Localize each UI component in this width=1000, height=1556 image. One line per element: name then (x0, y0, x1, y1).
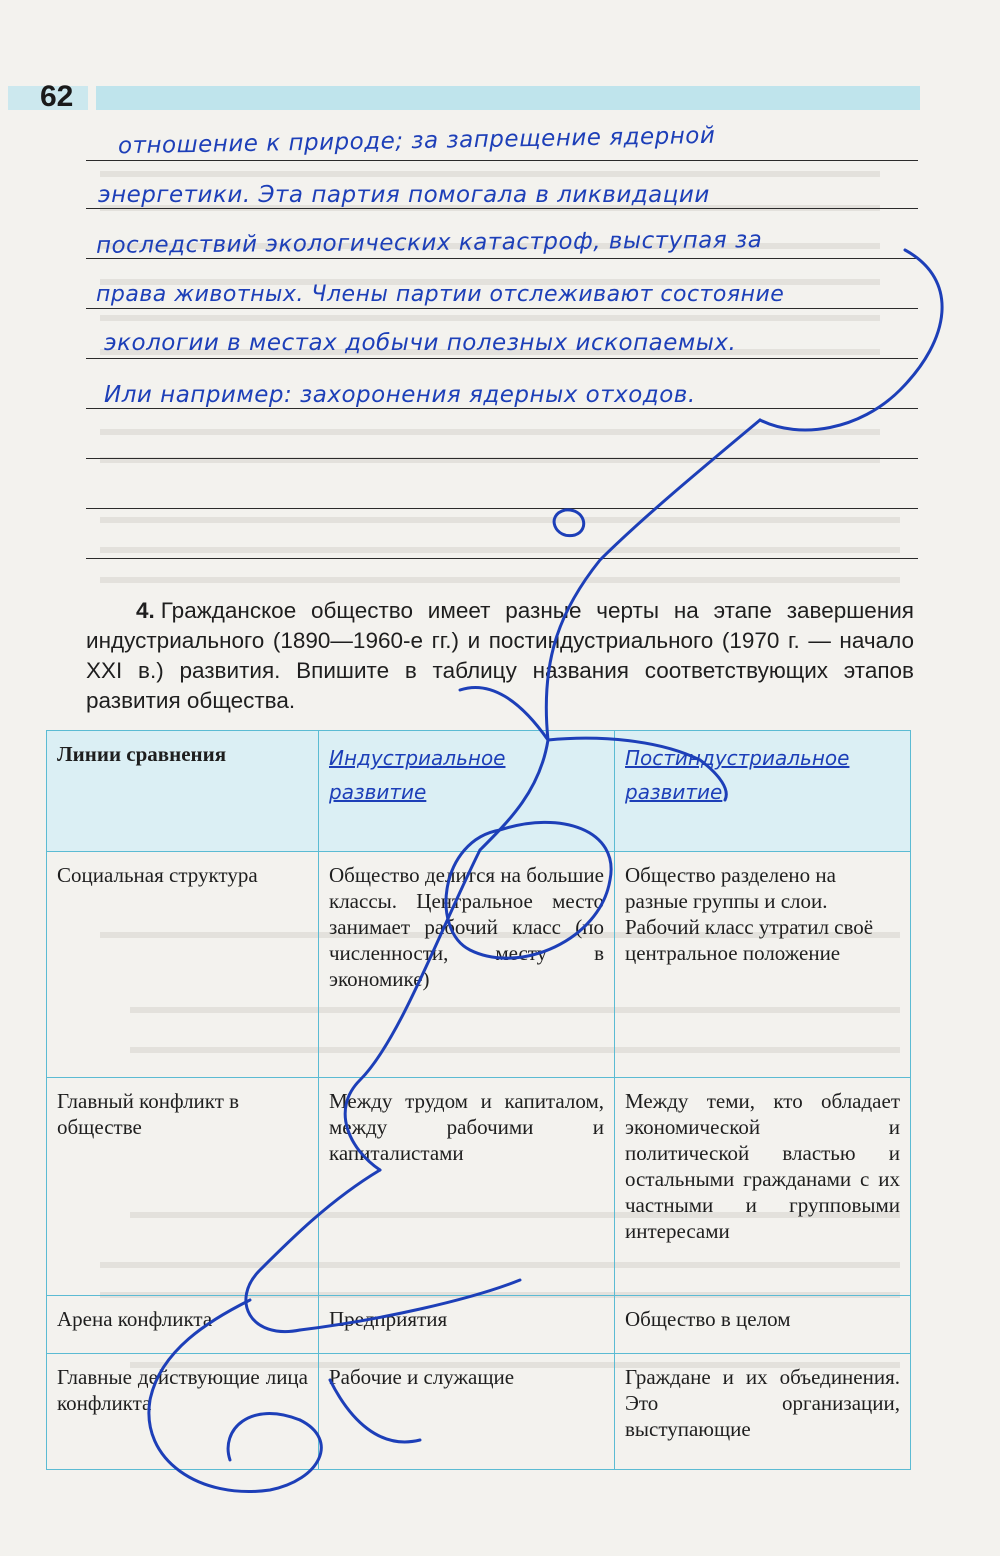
writing-line (86, 558, 918, 559)
writing-line (86, 408, 918, 409)
page-header-band (8, 86, 920, 110)
page-header-rule (96, 86, 920, 110)
page-number: 62 (40, 80, 74, 113)
task-number: 4. (136, 598, 155, 623)
row-label: Арена конфликта (47, 1296, 319, 1354)
cell-postindustrial: Между теми, кто обладает экономической и политической властью и остальными гражданами с их частными и групповыми интересами (615, 1078, 911, 1296)
table-row (47, 852, 911, 1078)
scribble-stroke (554, 510, 584, 536)
handwritten-header: Индустриальное развитие (329, 746, 506, 804)
writing-line (86, 508, 918, 509)
writing-line (86, 358, 918, 359)
row-label: Главные действующие лица конфликта (47, 1354, 319, 1470)
header-postindustrial (615, 731, 911, 852)
cell-postindustrial: Общество разделено на разные группы и слои. Рабочий класс утратил своё центральное положение (615, 852, 911, 1078)
table-row (47, 1296, 911, 1354)
handwritten-line: Или например: захоронения ядерных отходов. (104, 382, 696, 408)
writing-line (86, 160, 918, 161)
cell-industrial: Общество делится на большие классы. Центральное место занимает рабочий класс (по численности, месту в экономике) (319, 852, 615, 1078)
writing-line (86, 458, 918, 459)
scribble-stroke (760, 250, 942, 430)
task-4-text (86, 596, 914, 716)
row-label: Главный конфликт в обществе (47, 1078, 319, 1296)
row-label: Социальная структура (47, 852, 319, 1078)
handwritten-line: энергетики. Эта партия помогала в ликвидации (98, 182, 710, 208)
cell-industrial: Предприятия (319, 1296, 615, 1354)
writing-line (86, 258, 918, 259)
cell-industrial: Между трудом и капиталом, между рабочими и капиталистами (319, 1078, 615, 1296)
cell-postindustrial: Общество в целом (615, 1296, 911, 1354)
handwritten-line: отношение к природе; за запрещение ядерной (117, 122, 716, 160)
handwritten-line: экологии в местах добычи полезных ископаемых. (104, 330, 737, 356)
comparison-table (46, 730, 911, 1470)
cell-postindustrial: Граждане и их объединения. Это организации, выступающие (615, 1354, 911, 1470)
table-row (47, 1354, 911, 1470)
handwritten-line: права животных. Члены партии отслеживают состояние (96, 282, 785, 307)
writing-line (86, 308, 918, 309)
handwritten-line: последствий экологических катастроф, выступая за (95, 227, 763, 259)
header-industrial (319, 731, 615, 852)
table-header-row (47, 731, 911, 852)
task-instruction: Гражданское общество имеет разные черты на этапе завершения индустриального (1890—1960-е гг.) и постиндустриального (1970 г. — начало XXI в.) развития. Впишите в таблицу названия соответствующих этапов развития общества. (86, 598, 914, 713)
writing-line (86, 208, 918, 209)
table-row (47, 1078, 911, 1296)
cell-industrial: Рабочие и служащие (319, 1354, 615, 1470)
handwritten-header: Постиндустриальное развитие (625, 746, 850, 804)
header-comparison-lines: Линии сравнения (47, 731, 319, 852)
